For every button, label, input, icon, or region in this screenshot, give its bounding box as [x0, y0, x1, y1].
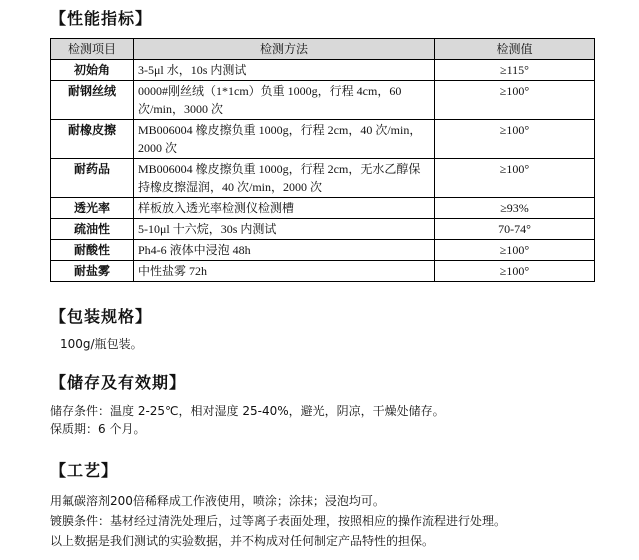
- table-row: [51, 198, 595, 219]
- packaging-text: 100g/瓶包装。: [60, 337, 143, 351]
- row-item: 耐药品: [51, 159, 134, 198]
- row-item: 初始角: [51, 60, 134, 81]
- row-item: 耐盐雾: [51, 261, 134, 282]
- row-item: 耐钢丝绒: [51, 81, 134, 120]
- row-method: 样板放入透光率检测仪检测槽: [134, 198, 435, 219]
- row-item: 透光率: [51, 198, 134, 219]
- table-header-row: [51, 39, 595, 60]
- table-row: [51, 261, 595, 282]
- row-item: 耐酸性: [51, 240, 134, 261]
- process-coating: 镀膜条件：基材经过清洗处理后，过等离子表面处理，按照相应的操作流程进行处理。: [50, 514, 507, 528]
- row-item: 疏油性: [51, 219, 134, 240]
- header-value: 检测值: [435, 39, 595, 60]
- row-value: ≥93%: [435, 198, 595, 219]
- table-row: [51, 159, 595, 198]
- row-value: ≥100°: [435, 81, 595, 120]
- row-value: ≥100°: [435, 120, 595, 159]
- header-method: 检测方法: [134, 39, 435, 60]
- row-value: 70-74°: [435, 219, 595, 240]
- row-value: ≥100°: [435, 261, 595, 282]
- process-disclaimer: 以上数据是我们测试的实验数据，并不构成对任何制定产品特性的担保。: [50, 534, 435, 548]
- performance-section-title: 【性能指标】: [50, 9, 153, 28]
- row-value: ≥115°: [435, 60, 595, 81]
- shelf-life: 保质期：6 个月。: [50, 422, 146, 436]
- row-method: Ph4-6 液体中浸泡 48h: [134, 240, 435, 261]
- row-method: MB006004 橡皮擦负重 1000g，行程 2cm，无水乙醇保持橡皮擦湿润，40 次/min，2000 次: [134, 159, 435, 198]
- table-row: [51, 219, 595, 240]
- process-section-title: 【工艺】: [50, 461, 119, 480]
- row-value: ≥100°: [435, 159, 595, 198]
- header-item: 检测项目: [51, 39, 134, 60]
- row-method: 中性盐雾 72h: [134, 261, 435, 282]
- row-item: 耐橡皮擦: [51, 120, 134, 159]
- row-value: ≥100°: [435, 240, 595, 261]
- table-row: [51, 81, 595, 120]
- performance-table: [50, 38, 595, 282]
- row-method: 5-10μl 十六烷，30s 内测试: [134, 219, 435, 240]
- table-row: [51, 120, 595, 159]
- table-row: [51, 240, 595, 261]
- row-method: 0000#刚丝绒（1*1cm）负重 1000g，行程 4cm，60 次/min，3000 次: [134, 81, 435, 120]
- packaging-section-title: 【包装规格】: [50, 307, 153, 326]
- row-method: MB006004 橡皮擦负重 1000g，行程 2cm，40 次/min，2000 次: [134, 120, 435, 159]
- storage-conditions: 储存条件：温度 2-25℃，相对湿度 25-40%，避光，阴凉，干燥处储存。: [50, 404, 445, 418]
- row-method: 3-5μl 水，10s 内测试: [134, 60, 435, 81]
- table-row: [51, 60, 595, 81]
- storage-section-title: 【储存及有效期】: [50, 373, 187, 392]
- process-dilution: 用氟碳溶剂200倍稀释成工作液使用，喷涂；涂抹；浸泡均可。: [50, 494, 385, 508]
